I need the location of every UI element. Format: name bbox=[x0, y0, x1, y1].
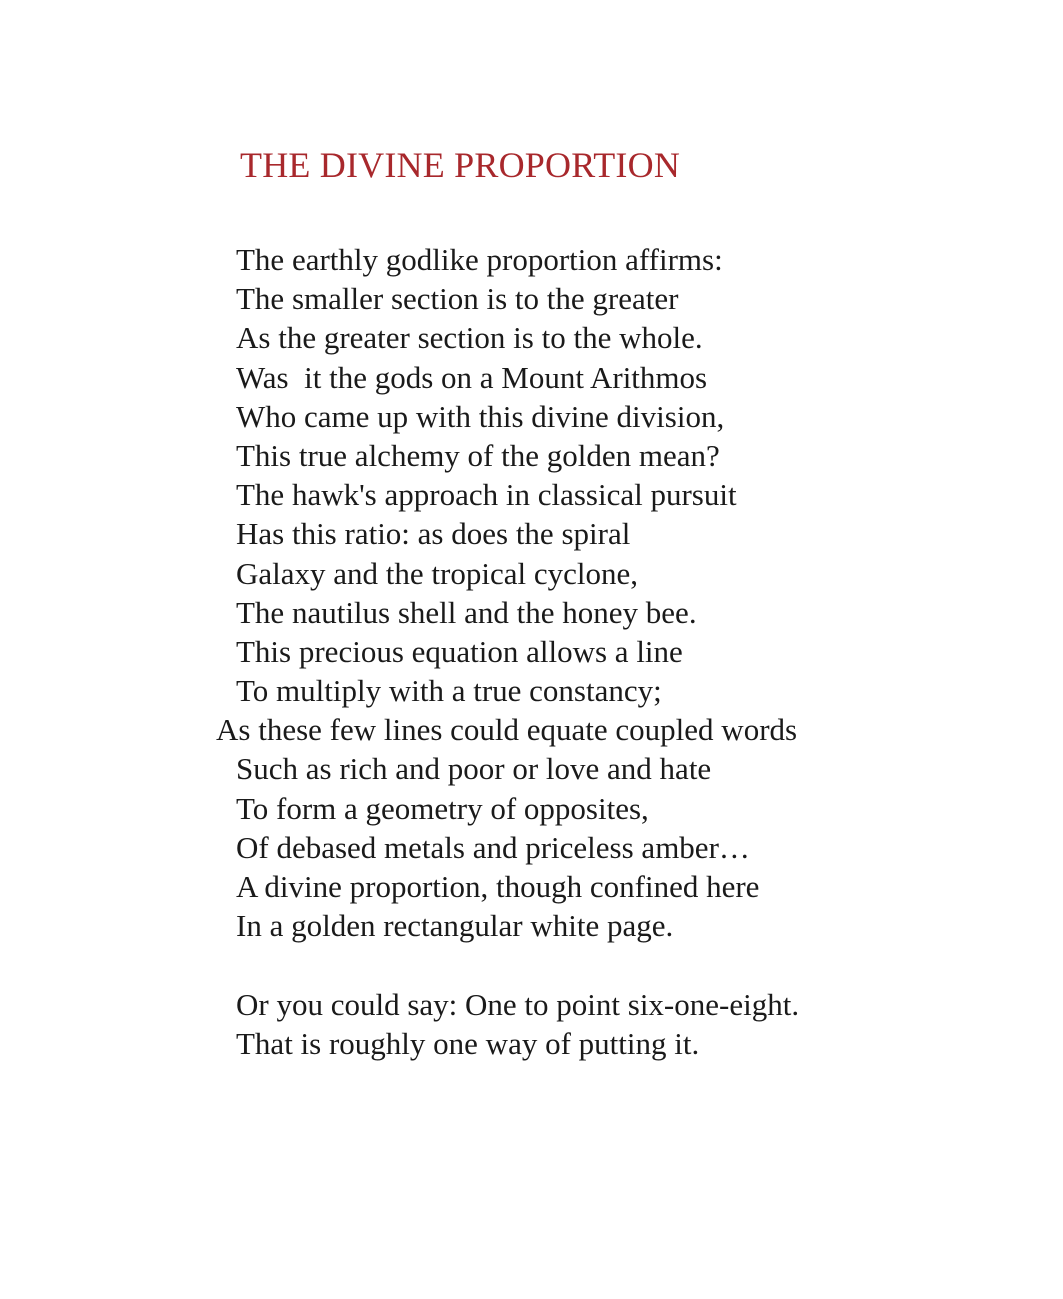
poem-line: A divine proportion, though confined here bbox=[236, 869, 760, 904]
poem-title: THE DIVINE PROPORTION bbox=[240, 145, 681, 185]
poem-line: In a golden rectangular white page. bbox=[236, 908, 674, 944]
poem-line: This true alchemy of the golden mean? bbox=[236, 437, 720, 473]
poem-line: The earthly godlike proportion affirms: bbox=[236, 242, 723, 277]
poem-line: This precious equation allows a line bbox=[236, 633, 683, 669]
poem-line: Or you could say: One to point six-one-eight. bbox=[236, 987, 800, 1022]
poem-line: To form a geometry of opposites, bbox=[236, 790, 649, 826]
poem-line: Who came up with this divine division, bbox=[236, 398, 725, 434]
poem-line: Galaxy and the tropical cyclone, bbox=[236, 555, 638, 591]
poem-line: The smaller section is to the greater bbox=[236, 281, 679, 317]
stanza-1 bbox=[216, 240, 798, 945]
poem-line: The nautilus shell and the honey bee. bbox=[236, 594, 697, 630]
poem-line: To multiply with a true constancy; bbox=[236, 673, 662, 709]
poem-line: Has this ratio: as does the spiral bbox=[236, 516, 631, 552]
poem-line: As the greater section is to the whole. bbox=[236, 320, 703, 356]
stanza-2 bbox=[236, 985, 799, 1063]
poem-line: Was it the gods on a Mount Arithmos bbox=[236, 359, 708, 395]
poem-line: The hawk's approach in classical pursuit bbox=[236, 477, 737, 513]
poem-line: Of debased metals and priceless amber… bbox=[236, 829, 750, 865]
poem-line: As these few lines could equate coupled words bbox=[216, 712, 798, 748]
poem-line: Such as rich and poor or love and hate bbox=[236, 751, 712, 787]
poem-line: That is roughly one way of putting it. bbox=[236, 1026, 700, 1062]
